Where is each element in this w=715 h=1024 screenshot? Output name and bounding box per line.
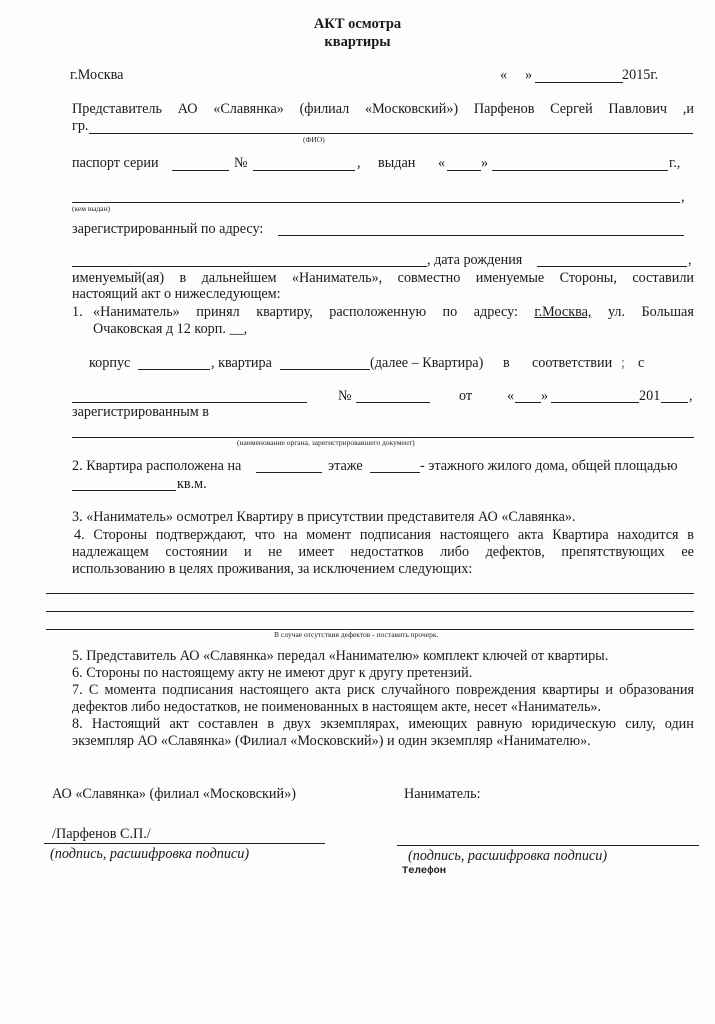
clause7-line-2: дефектов либо недостатков, не поименованных в настоящем акте, несет «Наниматель». [72,699,602,715]
tenant-phone-label: Телефон [402,865,447,877]
clause6: 6. Стороны по настоящему акту не имеют друг к другу претензий. [72,665,473,681]
clause2-text-b: этаже [328,458,363,474]
doc-number-label: № [338,388,352,404]
clause4-line-1: 4. Стороны подтверждают, что на момент подписания настоящего акта Квартира находится в [74,527,694,543]
birth-date-trailing: , [688,252,692,268]
clause4-line-3: использованию в целях проживания, за исключением следующих: [72,561,473,577]
passport-quote-open: « [438,155,446,171]
citizen-prefix: гр. [72,118,89,134]
fio-caption: (ФИО) [303,135,325,144]
registered-address-label: зарегистрированный по адресу: [72,221,264,237]
passport-series-label: паспорт серии [72,155,159,171]
clause4-line-2: надлежащем состоянии и не имеет недостатков либо дефектов, препятствующих ее [72,544,694,560]
doc-day-field[interactable] [515,402,541,403]
document-title: АКТ осмотра [313,16,402,32]
clause3: 3. «Наниматель» осмотрел Квартиру в присутствии представителя АО «Славянка». [72,509,576,525]
date-quote-close: » [525,67,533,83]
clause7-line-1: 7. С момента подписания настоящего акта риск случайного повреждения квартиры и образования [72,682,694,698]
apartment-field[interactable] [280,369,370,370]
with-label: с [638,355,645,371]
clause2-text-a: 2. Квартира расположена на [72,458,242,474]
passport-number-label: № [234,155,248,171]
doc-month-field[interactable] [551,402,639,403]
passport-year-suffix: г., [669,155,681,171]
tenant-label: Наниматель: [404,786,481,802]
hereinafter-label: (далее – Квартира) [370,355,484,371]
defects-field-1[interactable] [46,593,694,594]
passport-date-field[interactable] [492,170,668,171]
registered-address-field[interactable] [278,235,684,236]
citizen-fio-field[interactable] [89,133,693,134]
passport-issued-by-field[interactable] [72,202,680,203]
floors-total-field[interactable] [370,472,420,473]
doc-year-prefix: 201 [639,388,661,404]
passport-series-field[interactable] [172,170,229,171]
passport-quote-close: » [481,155,489,171]
doc-quote-open: « [507,388,515,404]
document-name-field[interactable] [72,402,307,403]
building-field[interactable] [138,369,210,370]
date-quote-open: « [500,67,508,83]
clause1-number: 1. [72,304,83,320]
apartment-label: , квартира [211,355,272,371]
defects-field-2[interactable] [46,611,694,612]
accordance-label: соответствии [532,355,613,371]
landlord-org: АО «Славянка» (филиал «Московский») [52,786,296,802]
passport-number-field[interactable] [253,170,355,171]
registered-address-field-2[interactable] [72,266,427,267]
city: г.Москва [70,67,124,83]
clause1-line-2: Очаковская д 12 корп. __, [93,321,248,337]
parties-line-1: именуемый(ая) в дальнейшем «Наниматель», совместно именуемые Стороны, составили [72,270,694,286]
doc-quote-close: » [541,388,549,404]
org-caption: (наименование органа, зарегистрировавшего документ) [237,438,415,447]
from-label: от [459,388,473,404]
registered-in-label: зарегистрированным в [72,404,209,420]
doc-year-field[interactable] [661,402,688,403]
tenant-signature-field[interactable] [397,845,699,846]
landlord-signature-caption: (подпись, расшифровка подписи) [50,846,250,862]
accordance-mark: ; [621,355,625,371]
clause2-text-c: - этажного жилого дома, общей площадью [420,458,678,474]
doc-trailing: , [689,388,693,404]
landlord-name: /Парфенов С.П./ [52,826,151,842]
document-subtitle: квартиры [324,34,391,50]
passport-comma: , [357,155,361,171]
issued-by-caption: (кем выдан) [72,204,111,213]
tenant-signature-caption: (подпись, расшифровка подписи) [408,848,608,864]
defects-caption: В случае отсутствия дефектов - поставить прочерк. [274,630,439,639]
area-field[interactable] [72,490,176,491]
clause1-line-1: «Наниматель» принял квартиру, расположенную по адресу: г.Москва, ул. Большая [93,304,694,320]
representative-line: Представитель АО «Славянка» (филиал «Московский») Парфенов Сергей Павлович ,и [72,101,694,117]
doc-number-field[interactable] [356,402,430,403]
date-month-field[interactable] [535,82,623,83]
issued-by-trailing: , [681,189,685,205]
clause5: 5. Представитель АО «Славянка» передал «Нанимателю» комплект ключей от квартиры. [72,648,609,664]
clause8-line-2: экземпляр АО «Славянка» (Филиал «Московский») и один экземпляр «Нанимателю». [72,733,591,749]
birth-date-label: , дата рождения [427,252,523,268]
landlord-signature-field[interactable] [44,843,325,844]
passport-issued-label: выдан [378,155,416,171]
area-unit: кв.м. [177,476,207,492]
passport-day-field[interactable] [447,170,481,171]
birth-date-field[interactable] [537,266,687,267]
parties-line-2: настоящий акт о нижеследующем: [72,286,281,302]
in-label: в [503,355,510,371]
clause8-line-1: 8. Настоящий акт составлен в двух экземплярах, имеющих равную юридическую силу, один [72,716,694,732]
building-label: корпус [89,355,131,371]
floor-field[interactable] [256,472,322,473]
date-year: 2015г. [622,67,659,83]
